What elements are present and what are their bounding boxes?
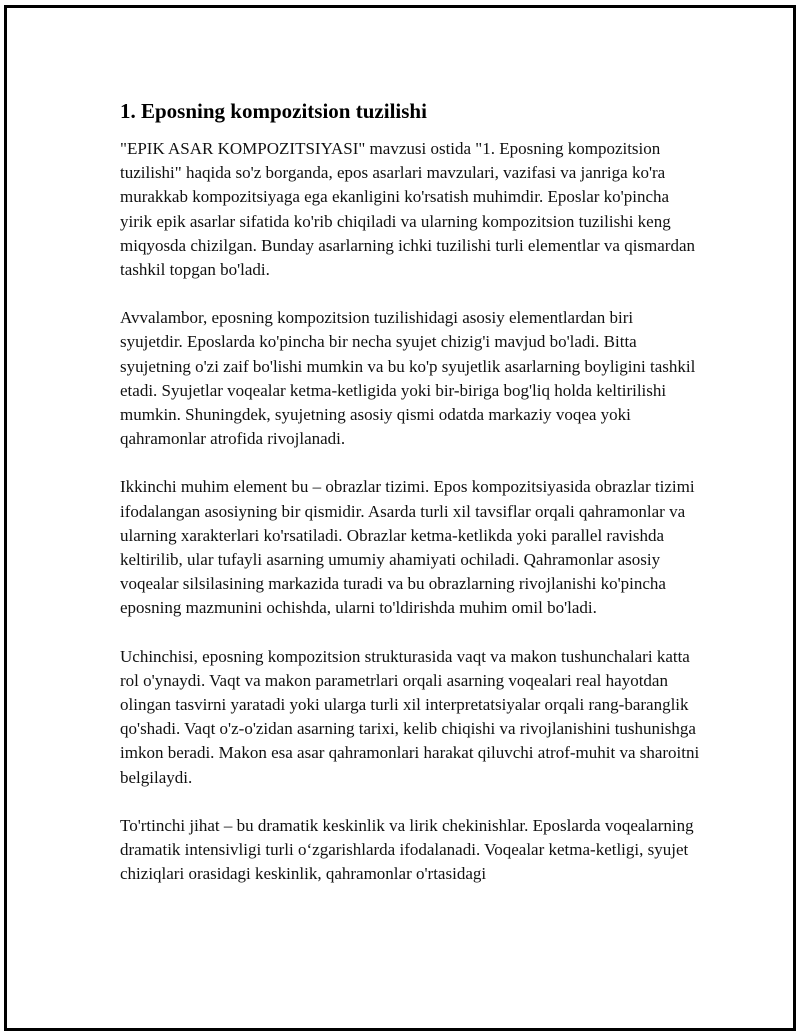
paragraph-syujet: Avvalambor, eposning kompozitsion tuzilishidagi asosiy elementlardan biri syujetdir. Eposlarda ko'pincha bir necha syujet chizig'i mavjud bo'ladi. Bitta syujetning o'zi zaif bo'lishi mumkin va bu ko'p syujetlik asarlarning boyligini tashkil etadi. Syujetlar voqealar ketma-ketligida yoki bir-biriga bog'liq holda keltirilishi mumkin. Shuningdek, syujetning asosiy qismi odatda markaziy voqea yoki qahramonlar atrofida rivojlanadi.: [120, 308, 696, 449]
paragraph-intro: "EPIK ASAR KOMPOZITSIYASI" mavzusi ostida "1. Eposning kompozitsion tuzilishi" haqida so'z borganda, epos asarlari mavzulari, vazifasi va janriga ko'ra murakkab kompozitsiyaga ega ekanligini ko'rsatish muhimdir. Eposlar ko'pincha yirik epik asarlar sifatida ko'rib chiqiladi va ularning kompozitsion tuzilishi keng miqyosda chizilgan. Bunday asarlarning ichki tuzilishi turli elementlar va qismardan tashkil topgan bo'ladi.: [120, 139, 696, 280]
paragraph-obrazlar: Ikkinchi muhim element bu – obrazlar tizimi. Epos kompozitsiyasida obrazlar tizimi ifodalangan asosiyning bir qismidir. Asarda turli xil tavsiflar orqali qahramonlar va ularning xarakterlari ko'rsatiladi. Obrazlar ketma-ketlikda yoki parallel ravishda keltirilib, ular tufayli asarning umumiy ahamiyati ochiladi. Qahramonlar asosiy voqealar silsilasining markazida turadi va bu obrazlarning rivojlanishi ko'pincha eposning mazmunini ochishda, ularni to'ldirishda muhim omil bo'ladi.: [120, 477, 695, 618]
section-heading: 1. Eposning kompozitsion tuzilishi: [120, 99, 427, 123]
paragraph-dramatik: To'rtinchi jihat – bu dramatik keskinlik va lirik chekinishlar. Eposlarda voqealarning dramatik intensivligi turli o‘zgarishlarda ifodalanadi. Voqealar ketma-ketligi, syujet chiziqlari orasidagi keskinlik, qahramonlar o'rtasidagi: [120, 815, 694, 884]
page-frame: [4, 5, 796, 1031]
paragraph-vaqt-makon: Uchinchisi, eposning kompozitsion strukturasida vaqt va makon tushunchalari katta rol o'ynaydi. Vaqt va makon parametrlari orqali asarning voqealari real hayotdan olingan tasvirni yaratadi yoki ularga turli xil interpretatsiyalar orqali rang-baranglik qo'shadi. Vaqt o'z-o'zidan asarning tarixi, kelib chiqishi va rivojlanishini tushunishga imkon beradi. Makon esa asar qahramonlari harakat qiluvchi atrof-muhit va sharoitni belgilaydi.: [120, 646, 700, 787]
document-body: [120, 97, 700, 910]
